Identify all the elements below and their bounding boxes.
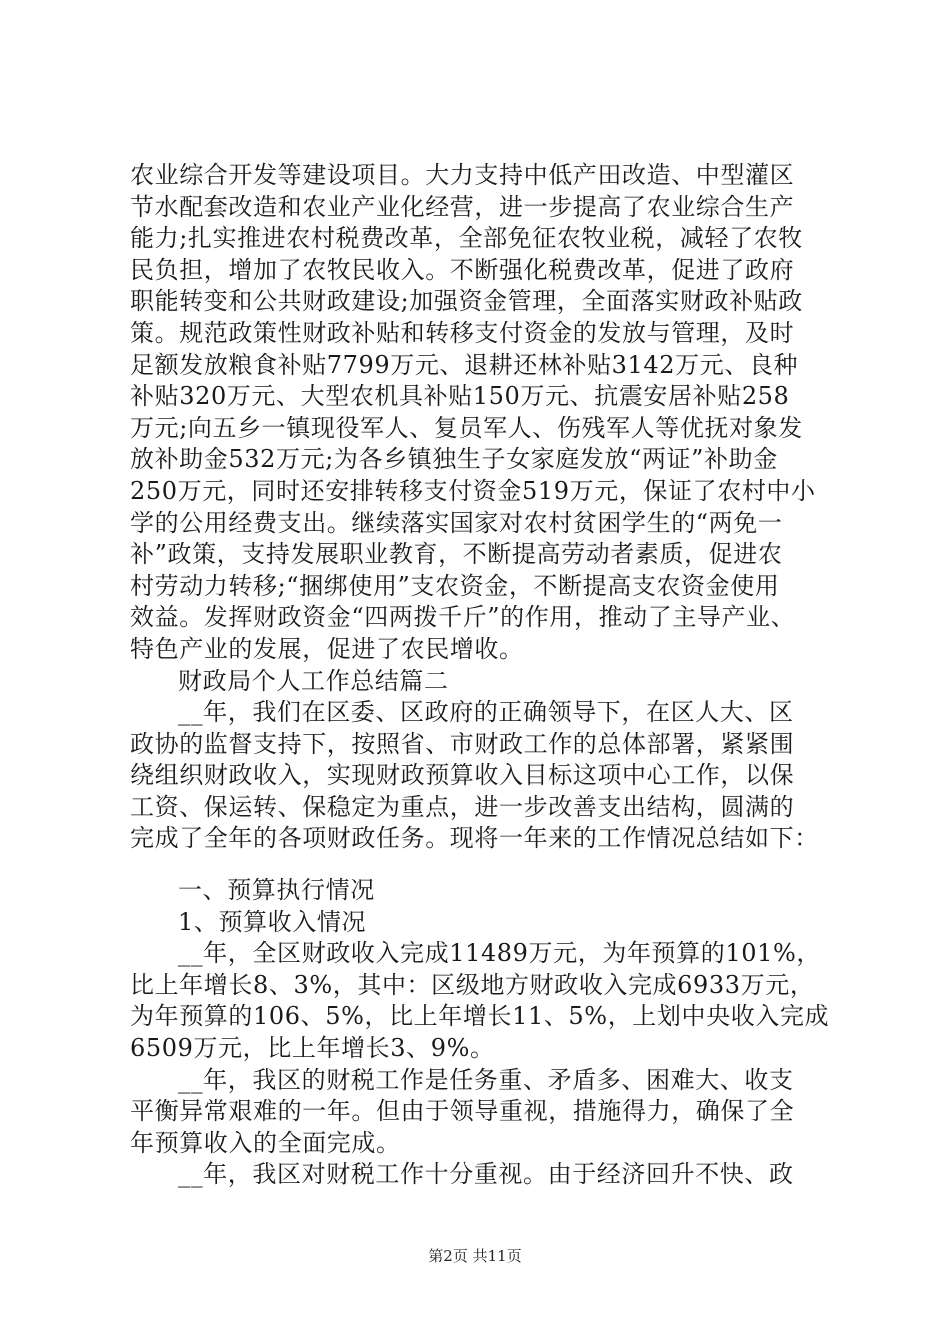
- text-line: __年，我区对财税工作十分重视。由于经济回升不快、政: [178, 1160, 794, 1189]
- text-line: 平衡异常艰难的一年。但由于领导重视，措施得力，确保了全: [130, 1097, 795, 1126]
- text-line: 足额发放粮食补贴7799万元、退耕还林补贴3142万元、良种: [130, 350, 799, 379]
- text-line: __年，我们在区委、区政府的正确领导下，在区人大、区: [178, 698, 794, 727]
- text-line: 万元;向五乡一镇现役军人、复员军人、伤残军人等优抚对象发: [130, 413, 803, 442]
- document-body: [130, 160, 830, 1191]
- text-line: __年，我区的财税工作是任务重、矛盾多、困难大、收支: [178, 1065, 794, 1094]
- text-line: 职能转变和公共财政建设;加强资金管理，全面落实财政补贴政: [130, 287, 803, 316]
- text-line: 6509万元，比上年增长3、9%。: [130, 1034, 495, 1063]
- subsection-heading: 1、预算收入情况: [178, 907, 367, 936]
- text-line: 比上年增长8、3%，其中：区级地方财政收入完成6933万元，: [130, 970, 815, 999]
- text-line: 完成了全年的各项财政任务。现将一年来的工作情况总结如下：: [130, 824, 819, 853]
- text-line: 为年预算的106、5%，比上年增长11、5%，上划中央收入完成: [130, 1002, 830, 1031]
- text-line: 节水配套改造和农业产业化经营，进一步提高了农业综合生产: [130, 192, 795, 221]
- text-line: 民负担，增加了农牧民收入。不断强化税费改革，促进了政府: [130, 255, 795, 284]
- section-heading: 一、预算执行情况: [178, 876, 375, 905]
- text-line: 补贴320万元、大型农机具补贴150万元、抗震安居补贴258: [130, 382, 790, 411]
- text-line: 绕组织财政收入，实现财政预算收入目标这项中心工作，以保: [130, 761, 795, 790]
- text-line: 政协的监督支持下，按照省、市财政工作的总体部署，紧紧围: [130, 729, 795, 758]
- section-heading: 财政局个人工作总结篇二: [178, 666, 449, 695]
- text-line: 特色产业的发展，促进了农民增收。: [130, 634, 524, 663]
- text-line: 补”政策，支持发展职业教育，不断提高劳动者素质，促进农: [130, 540, 783, 569]
- text-line: 学的公用经费支出。继续落实国家对农村贫困学生的“两免一: [130, 508, 783, 537]
- text-line: 放补助金532万元;为各乡镇独生子女家庭发放“两证”补助金: [130, 445, 778, 474]
- text-line: __年，全区财政收入完成11489万元，为年预算的101%，: [178, 939, 821, 968]
- page-number-footer: 第2页 共11页: [428, 1247, 522, 1265]
- text-line: 策。规范政策性财政补贴和转移支付资金的发放与管理，及时: [130, 318, 795, 347]
- text-line: 工资、保运转、保稳定为重点，进一步改善支出结构，圆满的: [130, 792, 795, 821]
- text-line: 效益。发挥财政资金“四两拨千斤”的作用，推动了主导产业、: [130, 603, 796, 632]
- text-line: 能力;扎实推进农村税费改革，全部免征农牧业税，减轻了农牧: [130, 224, 803, 253]
- text-line: 农业综合开发等建设项目。大力支持中低产田改造、中型灌区: [130, 161, 795, 189]
- text-line: 250万元，同时还安排转移支付资金519万元，保证了农村中小: [130, 476, 816, 505]
- text-line: 村劳动力转移;“捆绑使用”支农资金，不断提高支农资金使用: [130, 571, 780, 600]
- text-line: 年预算收入的全面完成。: [130, 1128, 401, 1157]
